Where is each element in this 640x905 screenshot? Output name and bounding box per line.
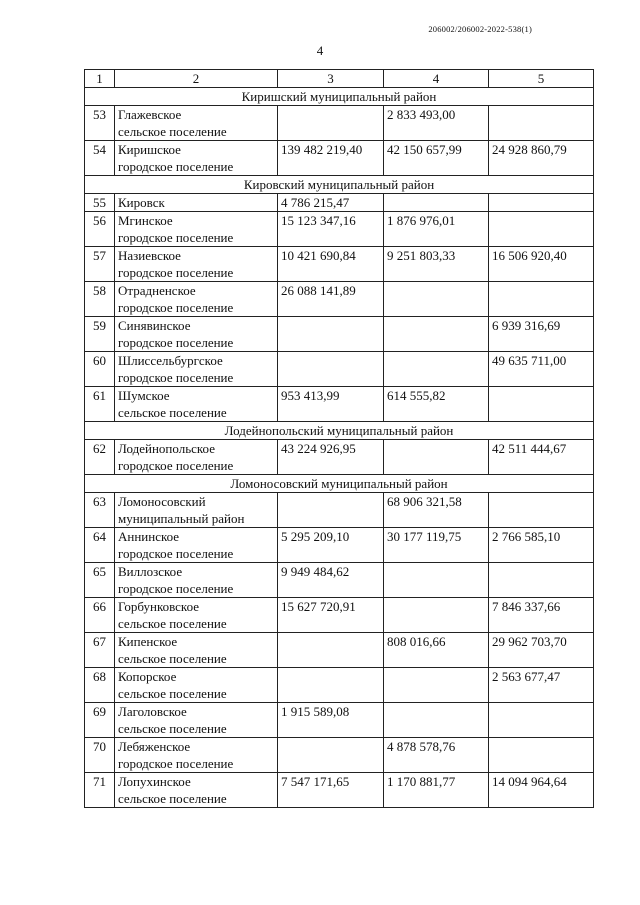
- table-row: [85, 317, 594, 352]
- municipality-name: [115, 738, 278, 773]
- amount-column-4: 614 555,82: [384, 387, 489, 422]
- municipality-name-line: Мгинское: [118, 213, 173, 228]
- table-row: [85, 738, 594, 773]
- amount-column-5: 7 846 337,66: [489, 598, 594, 633]
- amount-column-5: [489, 194, 594, 212]
- municipality-name-line: городское поселение: [118, 370, 234, 385]
- amount-column-4: 42 150 657,99: [384, 141, 489, 176]
- amount-column-3: 15 123 347,16: [278, 212, 384, 247]
- amount-column-5: 2 766 585,10: [489, 528, 594, 563]
- table-row: [85, 563, 594, 598]
- table-row: [85, 528, 594, 563]
- amount-column-3: 5 295 209,10: [278, 528, 384, 563]
- municipality-name-line: городское поселение: [118, 581, 234, 596]
- column-number-5: 5: [489, 70, 594, 88]
- municipality-name-line: Шумское: [118, 388, 170, 403]
- table-body: [85, 70, 594, 808]
- amount-column-4: [384, 317, 489, 352]
- municipality-name-line: городское поселение: [118, 756, 234, 771]
- municipality-name-line: сельское поселение: [118, 616, 227, 631]
- amount-column-3: 139 482 219,40: [278, 141, 384, 176]
- document-id: 206002/206002-2022-538(1): [428, 24, 532, 34]
- row-number: 60: [85, 352, 115, 387]
- amount-column-4: 1 170 881,77: [384, 773, 489, 808]
- amount-column-4: 2 833 493,00: [384, 106, 489, 141]
- table-row: [85, 352, 594, 387]
- amount-column-5: [489, 106, 594, 141]
- municipality-name-line: Виллозское: [118, 564, 183, 579]
- municipality-name: [115, 212, 278, 247]
- municipality-name-line: Лодейнопольское: [118, 441, 215, 456]
- column-number-4: 4: [384, 70, 489, 88]
- amount-column-3: 7 547 171,65: [278, 773, 384, 808]
- amount-column-5: [489, 493, 594, 528]
- municipality-name: [115, 282, 278, 317]
- region-header-row: [85, 422, 594, 440]
- amount-column-4: [384, 668, 489, 703]
- municipality-name: [115, 106, 278, 141]
- amount-column-5: [489, 563, 594, 598]
- amount-column-5: 16 506 920,40: [489, 247, 594, 282]
- amount-column-5: 24 928 860,79: [489, 141, 594, 176]
- region-header-row: [85, 88, 594, 106]
- amount-column-3: 4 786 215,47: [278, 194, 384, 212]
- row-number: 68: [85, 668, 115, 703]
- page-number: 4: [316, 43, 324, 58]
- municipality-name: [115, 563, 278, 598]
- amount-column-4: [384, 563, 489, 598]
- municipality-name-line: Киришское: [118, 142, 181, 157]
- municipality-name: [115, 773, 278, 808]
- row-number: 58: [85, 282, 115, 317]
- row-number: 57: [85, 247, 115, 282]
- municipality-name-line: Лаголовское: [118, 704, 187, 719]
- municipality-name-line: городское поселение: [118, 265, 234, 280]
- municipality-name-line: Горбунковское: [118, 599, 200, 614]
- table-row: [85, 633, 594, 668]
- amount-column-5: [489, 738, 594, 773]
- table-row: [85, 247, 594, 282]
- municipality-name-line: городское поселение: [118, 546, 234, 561]
- municipality-name-line: сельское поселение: [118, 721, 227, 736]
- amount-column-3: 10 421 690,84: [278, 247, 384, 282]
- table-row: [85, 773, 594, 808]
- municipality-name-line: Синявинское: [118, 318, 191, 333]
- row-number: 59: [85, 317, 115, 352]
- municipality-name-line: Кировск: [118, 195, 165, 210]
- row-number: 71: [85, 773, 115, 808]
- amount-column-5: [489, 212, 594, 247]
- amount-column-5: 6 939 316,69: [489, 317, 594, 352]
- table-row: [85, 598, 594, 633]
- municipality-name-line: Отрадненское: [118, 283, 196, 298]
- municipality-name-line: Шлиссельбургское: [118, 353, 223, 368]
- row-number: 62: [85, 440, 115, 475]
- table-row: [85, 141, 594, 176]
- table-row: [85, 440, 594, 475]
- municipality-name-line: Лебяженское: [118, 739, 191, 754]
- column-number-1: 1: [85, 70, 115, 88]
- amount-column-3: [278, 633, 384, 668]
- municipality-name-line: сельское поселение: [118, 686, 227, 701]
- amount-column-5: 49 635 711,00: [489, 352, 594, 387]
- amount-column-3: [278, 668, 384, 703]
- amount-column-5: 14 094 964,64: [489, 773, 594, 808]
- municipality-name-line: Ломоносовский: [118, 494, 206, 509]
- municipality-name-line: городское поселение: [118, 458, 234, 473]
- municipality-name: [115, 352, 278, 387]
- row-number: 69: [85, 703, 115, 738]
- column-number-2: 2: [115, 70, 278, 88]
- municipality-name: [115, 387, 278, 422]
- municipality-name: [115, 633, 278, 668]
- municipality-name-line: Аннинское: [118, 529, 180, 544]
- amount-column-4: 4 878 578,76: [384, 738, 489, 773]
- row-number: 65: [85, 563, 115, 598]
- table-row: [85, 194, 594, 212]
- table-row: [85, 282, 594, 317]
- column-number-header-row: [85, 70, 594, 88]
- amount-column-3: [278, 352, 384, 387]
- municipality-name-line: городское поселение: [118, 230, 234, 245]
- amount-column-5: [489, 387, 594, 422]
- row-number: 63: [85, 493, 115, 528]
- amount-column-3: [278, 738, 384, 773]
- municipality-name-line: Кипенское: [118, 634, 178, 649]
- amount-column-4: 68 906 321,58: [384, 493, 489, 528]
- municipality-name: [115, 440, 278, 475]
- municipality-name-line: сельское поселение: [118, 124, 227, 139]
- municipality-name: [115, 493, 278, 528]
- amount-column-3: 9 949 484,62: [278, 563, 384, 598]
- amount-column-3: [278, 317, 384, 352]
- municipality-name-line: сельское поселение: [118, 405, 227, 420]
- municipality-name-line: Глажевское: [118, 107, 182, 122]
- amount-column-5: [489, 282, 594, 317]
- region-header-row: [85, 475, 594, 493]
- region-name: Ломоносовский муниципальный район: [85, 475, 594, 493]
- amount-column-3: [278, 493, 384, 528]
- row-number: 61: [85, 387, 115, 422]
- municipality-name-line: Лопухинское: [118, 774, 191, 789]
- amount-column-4: 1 876 976,01: [384, 212, 489, 247]
- amount-column-3: 1 915 589,08: [278, 703, 384, 738]
- municipality-name-line: сельское поселение: [118, 791, 227, 806]
- region-name: Киришский муниципальный район: [85, 88, 594, 106]
- municipality-name-line: городское поселение: [118, 300, 234, 315]
- amount-column-4: [384, 282, 489, 317]
- amount-column-3: 43 224 926,95: [278, 440, 384, 475]
- municipality-name-line: сельское поселение: [118, 651, 227, 666]
- municipality-name: [115, 668, 278, 703]
- amount-column-4: [384, 194, 489, 212]
- amount-column-4: [384, 598, 489, 633]
- amount-column-4: 9 251 803,33: [384, 247, 489, 282]
- table-row: [85, 212, 594, 247]
- table-row: [85, 106, 594, 141]
- municipality-name-line: Копорское: [118, 669, 177, 684]
- table-row: [85, 387, 594, 422]
- amount-column-4: [384, 352, 489, 387]
- municipality-name-line: городское поселение: [118, 159, 234, 174]
- region-header-row: [85, 176, 594, 194]
- region-name: Кировский муниципальный район: [85, 176, 594, 194]
- municipality-name: [115, 247, 278, 282]
- municipality-name: [115, 598, 278, 633]
- table-row: [85, 668, 594, 703]
- municipality-name-line: городское поселение: [118, 335, 234, 350]
- row-number: 70: [85, 738, 115, 773]
- amount-column-3: 15 627 720,91: [278, 598, 384, 633]
- region-name: Лодейнопольский муниципальный район: [85, 422, 594, 440]
- amount-column-5: 2 563 677,47: [489, 668, 594, 703]
- table-row: [85, 703, 594, 738]
- municipality-name: [115, 317, 278, 352]
- amount-column-4: [384, 440, 489, 475]
- amount-column-5: 29 962 703,70: [489, 633, 594, 668]
- table-row: [85, 493, 594, 528]
- column-number-3: 3: [278, 70, 384, 88]
- amount-column-3: 26 088 141,89: [278, 282, 384, 317]
- amount-column-3: 953 413,99: [278, 387, 384, 422]
- row-number: 67: [85, 633, 115, 668]
- amount-column-3: [278, 106, 384, 141]
- row-number: 55: [85, 194, 115, 212]
- allocation-table: [84, 69, 594, 808]
- row-number: 53: [85, 106, 115, 141]
- municipality-name: [115, 703, 278, 738]
- amount-column-5: [489, 703, 594, 738]
- row-number: 64: [85, 528, 115, 563]
- municipality-name-line: муниципальный район: [118, 511, 245, 526]
- municipality-name: [115, 194, 278, 212]
- amount-column-5: 42 511 444,67: [489, 440, 594, 475]
- row-number: 66: [85, 598, 115, 633]
- municipality-name: [115, 528, 278, 563]
- row-number: 56: [85, 212, 115, 247]
- row-number: 54: [85, 141, 115, 176]
- amount-column-4: 808 016,66: [384, 633, 489, 668]
- amount-column-4: [384, 703, 489, 738]
- municipality-name-line: Назиевское: [118, 248, 181, 263]
- municipality-name: [115, 141, 278, 176]
- amount-column-4: 30 177 119,75: [384, 528, 489, 563]
